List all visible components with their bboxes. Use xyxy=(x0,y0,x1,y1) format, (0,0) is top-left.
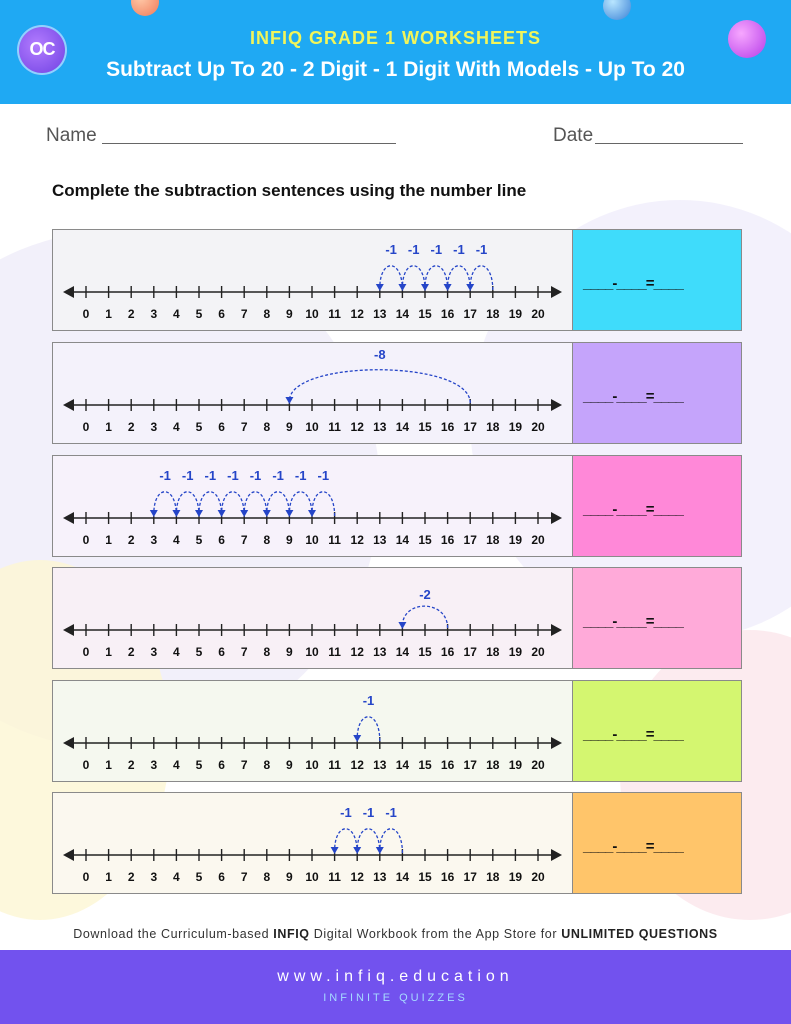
jump-label: -8 xyxy=(374,347,386,362)
hop-label: -1 xyxy=(453,242,465,257)
download-strong: UNLIMITED QUESTIONS xyxy=(561,927,718,941)
tick-label: 17 xyxy=(463,758,477,772)
tick-label: 0 xyxy=(82,758,90,772)
tick-label: 5 xyxy=(195,645,203,659)
tick-label: 8 xyxy=(263,420,271,434)
footer-banner xyxy=(0,950,791,1024)
hop-arc xyxy=(425,266,448,290)
tick-label: 14 xyxy=(395,533,410,547)
tick-label: 4 xyxy=(173,758,180,772)
number-line-box xyxy=(52,680,573,782)
tick-label: 6 xyxy=(218,420,225,434)
hop-arrowhead xyxy=(331,847,339,854)
tick-label: 12 xyxy=(350,533,364,547)
number-line xyxy=(53,681,572,781)
tick-label: 16 xyxy=(440,307,455,321)
tick-label: 14 xyxy=(395,307,410,321)
hop-label: -1 xyxy=(362,805,375,820)
worksheet-title: Subtract Up To 20 - 2 Digit - 1 Digit With Models - Up To 20 xyxy=(106,58,685,81)
tick-label: 19 xyxy=(508,645,523,659)
hop-label: -1 xyxy=(204,468,217,483)
jump-arrowhead xyxy=(398,622,406,629)
date-line[interactable] xyxy=(595,143,743,144)
tick-label: 17 xyxy=(463,645,477,659)
tick-label: 20 xyxy=(531,533,545,547)
tick-label: 18 xyxy=(486,870,500,884)
tick-label: 12 xyxy=(350,645,364,659)
tick-label: 6 xyxy=(218,758,225,772)
tick-label: 12 xyxy=(350,307,364,321)
tick-label: 18 xyxy=(486,307,500,321)
tick-label: 0 xyxy=(82,533,90,547)
download-pre: Download the Curriculum-based xyxy=(73,927,274,941)
tick-label: 15 xyxy=(418,870,432,884)
tick-label: 18 xyxy=(486,758,500,772)
axis-arrow-right xyxy=(551,399,562,411)
tick-label: 6 xyxy=(218,645,225,659)
tick-label: 5 xyxy=(195,870,203,884)
hop-arrowhead xyxy=(150,510,158,517)
hop-label: -1 xyxy=(272,468,284,483)
tick-label: 4 xyxy=(173,420,180,434)
tick-label: 3 xyxy=(150,645,158,659)
tick-label: 6 xyxy=(218,870,225,884)
hop-arc xyxy=(154,492,177,516)
answer-box[interactable] xyxy=(572,792,742,894)
tick-label: 14 xyxy=(395,645,410,659)
tick-label: 9 xyxy=(286,533,293,547)
axis-arrow-right xyxy=(551,624,562,636)
tick-label: 7 xyxy=(240,645,248,659)
tick-label: 9 xyxy=(286,870,293,884)
tick-label: 4 xyxy=(173,307,180,321)
tick-label: 20 xyxy=(531,758,545,772)
hop-label: -1 xyxy=(181,468,194,483)
tick-label: 1 xyxy=(105,307,112,321)
tick-label: 5 xyxy=(195,307,203,321)
tick-label: 12 xyxy=(350,870,364,884)
download-promo xyxy=(0,927,791,941)
hop-arc xyxy=(176,492,199,516)
tick-label: 11 xyxy=(328,420,341,434)
tick-label: 2 xyxy=(127,307,135,321)
tick-label: 3 xyxy=(150,533,158,547)
tick-label: 19 xyxy=(508,870,523,884)
hop-arc xyxy=(335,829,358,853)
tick-label: 16 xyxy=(440,870,455,884)
hop-label: -1 xyxy=(340,805,352,820)
tick-label: 1 xyxy=(105,645,112,659)
website-url[interactable]: www.infiq.education xyxy=(277,968,514,985)
tick-label: 13 xyxy=(373,533,387,547)
number-line xyxy=(53,230,572,330)
tick-label: 12 xyxy=(350,758,364,772)
axis-arrow-left xyxy=(63,286,74,298)
tick-label: 16 xyxy=(440,533,455,547)
tick-label: 19 xyxy=(508,533,523,547)
tick-label: 1 xyxy=(105,533,112,547)
axis-arrow-left xyxy=(63,399,74,411)
tick-label: 13 xyxy=(373,307,387,321)
hop-arrowhead xyxy=(353,735,361,742)
download-mid: Digital Workbook from the App Store for xyxy=(309,927,562,941)
number-line-box xyxy=(52,792,573,894)
hop-arc xyxy=(289,492,312,516)
jump-arrowhead xyxy=(285,397,293,404)
number-line-box xyxy=(52,229,573,331)
tick-label: 15 xyxy=(418,307,432,321)
tick-label: 10 xyxy=(305,533,319,547)
name-line[interactable] xyxy=(102,143,396,144)
tick-label: 0 xyxy=(82,870,90,884)
tick-label: 19 xyxy=(508,420,523,434)
tick-label: 9 xyxy=(286,420,293,434)
hop-label: -1 xyxy=(227,468,239,483)
tick-label: 3 xyxy=(150,870,158,884)
answer-blanks[interactable]: ____-____=____ xyxy=(583,726,683,743)
tick-label: 15 xyxy=(418,420,432,434)
hop-label: -1 xyxy=(475,242,488,257)
decorative-ball xyxy=(603,0,631,20)
tick-label: 13 xyxy=(373,870,387,884)
number-line xyxy=(53,568,572,668)
axis-arrow-right xyxy=(551,737,562,749)
number-line-box xyxy=(52,342,573,444)
tick-label: 15 xyxy=(418,533,432,547)
hop-arc xyxy=(244,492,267,516)
tick-label: 13 xyxy=(373,420,387,434)
tick-label: 10 xyxy=(305,870,319,884)
jump-label: -2 xyxy=(419,587,431,603)
axis-arrow-right xyxy=(551,512,562,524)
answer-blanks[interactable]: ____-____=____ xyxy=(583,613,683,630)
tick-label: 3 xyxy=(150,420,158,434)
tick-label: 18 xyxy=(486,420,500,434)
tick-label: 14 xyxy=(395,420,410,434)
tick-label: 14 xyxy=(395,758,410,772)
tick-label: 9 xyxy=(286,645,293,659)
hop-label: -1 xyxy=(249,468,262,483)
number-line-box xyxy=(52,567,573,669)
number-line xyxy=(53,343,572,443)
axis-arrow-left xyxy=(63,737,74,749)
hop-label: -1 xyxy=(159,468,171,483)
problem-row xyxy=(52,455,741,557)
tick-label: 10 xyxy=(305,758,319,772)
tick-label: 11 xyxy=(328,645,341,659)
problem-row xyxy=(52,680,741,782)
number-line xyxy=(53,456,572,556)
jump-arc xyxy=(289,370,470,403)
tick-label: 11 xyxy=(328,533,341,547)
axis-arrow-right xyxy=(551,286,562,298)
hop-arc xyxy=(312,492,335,516)
tick-label: 1 xyxy=(105,758,112,772)
tick-label: 13 xyxy=(373,758,387,772)
tick-label: 8 xyxy=(263,758,271,772)
tick-label: 0 xyxy=(82,307,90,321)
tagline: INFINITE QUIZZES xyxy=(323,992,468,1004)
hop-arc xyxy=(402,266,425,290)
tick-label: 11 xyxy=(328,307,341,321)
tick-label: 8 xyxy=(263,645,271,659)
tick-label: 8 xyxy=(263,307,271,321)
tick-label: 2 xyxy=(127,645,135,659)
instruction-text: Complete the subtraction sentences using the number line xyxy=(52,181,527,200)
tick-label: 17 xyxy=(463,870,477,884)
answer-blanks[interactable]: ____-____=____ xyxy=(583,388,683,405)
tick-label: 18 xyxy=(486,533,500,547)
hop-arc xyxy=(199,492,222,516)
tick-label: 12 xyxy=(350,420,364,434)
tick-label: 20 xyxy=(531,870,545,884)
tick-label: 4 xyxy=(173,645,180,659)
tick-label: 16 xyxy=(440,645,455,659)
tick-label: 8 xyxy=(263,870,271,884)
logo-text: OC xyxy=(29,39,55,59)
tick-label: 3 xyxy=(150,307,158,321)
tick-label: 4 xyxy=(173,533,180,547)
tick-label: 1 xyxy=(105,870,112,884)
tick-label: 2 xyxy=(127,870,135,884)
answer-box[interactable] xyxy=(572,455,742,557)
tick-label: 10 xyxy=(305,645,319,659)
hop-label: -1 xyxy=(385,242,397,257)
tick-label: 14 xyxy=(395,870,410,884)
tick-label: 11 xyxy=(328,758,341,772)
axis-arrow-left xyxy=(63,624,74,636)
axis-arrow-right xyxy=(551,849,562,861)
hop-label: -1 xyxy=(317,468,330,483)
tick-label: 7 xyxy=(240,420,248,434)
tick-label: 5 xyxy=(195,758,203,772)
tick-label: 15 xyxy=(418,758,432,772)
problem-row xyxy=(52,229,741,331)
hop-arc xyxy=(222,492,245,516)
hop-arc xyxy=(357,717,380,741)
date-label: Date xyxy=(553,125,594,146)
answer-blanks[interactable]: ____-____=____ xyxy=(583,275,683,292)
tick-label: 7 xyxy=(240,870,248,884)
hop-label: -1 xyxy=(294,468,307,483)
hop-label: -1 xyxy=(430,242,443,257)
tick-label: 6 xyxy=(218,307,225,321)
tick-label: 10 xyxy=(305,420,319,434)
tick-label: 7 xyxy=(240,307,248,321)
axis-arrow-left xyxy=(63,512,74,524)
tick-label: 0 xyxy=(82,420,90,434)
decorative-ball xyxy=(131,0,159,16)
answer-blanks[interactable]: ____-____=____ xyxy=(583,838,683,855)
header-banner xyxy=(0,0,791,104)
tick-label: 20 xyxy=(531,645,545,659)
tick-label: 8 xyxy=(263,533,271,547)
tick-label: 9 xyxy=(286,758,293,772)
tick-label: 10 xyxy=(305,307,319,321)
answer-box[interactable] xyxy=(572,342,742,444)
brand-heading: INFIQ GRADE 1 WORKSHEETS xyxy=(249,28,542,48)
answer-blanks[interactable]: ____-____=____ xyxy=(583,501,683,518)
tick-label: 1 xyxy=(105,420,112,434)
tick-label: 3 xyxy=(150,758,158,772)
download-brand: INFIQ xyxy=(273,927,310,941)
hop-arc xyxy=(357,829,380,853)
tick-label: 19 xyxy=(508,758,523,772)
tick-label: 20 xyxy=(531,307,545,321)
hop-arc xyxy=(380,829,403,853)
tick-label: 11 xyxy=(328,870,341,884)
tick-label: 18 xyxy=(486,645,500,659)
tick-label: 17 xyxy=(463,420,477,434)
hop-label: -1 xyxy=(407,242,420,257)
tick-label: 0 xyxy=(82,645,90,659)
name-label: Name xyxy=(46,125,97,146)
number-line xyxy=(53,793,572,893)
hop-arc xyxy=(267,492,290,516)
tick-label: 2 xyxy=(127,758,135,772)
tick-label: 17 xyxy=(463,307,477,321)
answer-box[interactable] xyxy=(572,229,742,331)
problem-row xyxy=(52,792,741,894)
problem-row xyxy=(52,342,741,444)
tick-label: 5 xyxy=(195,420,203,434)
hop-arc xyxy=(380,266,403,290)
problem-row xyxy=(52,567,741,669)
hop-label: -1 xyxy=(362,693,375,708)
tick-label: 15 xyxy=(418,645,432,659)
tick-label: 7 xyxy=(240,533,248,547)
tick-label: 9 xyxy=(286,307,293,321)
tick-label: 20 xyxy=(531,420,545,434)
tick-label: 13 xyxy=(373,645,387,659)
number-line-box xyxy=(52,455,573,557)
tick-label: 16 xyxy=(440,758,455,772)
tick-label: 4 xyxy=(173,870,180,884)
hop-label: -1 xyxy=(385,805,397,820)
tick-label: 7 xyxy=(240,758,248,772)
tick-label: 2 xyxy=(127,533,135,547)
tick-label: 19 xyxy=(508,307,523,321)
hop-arc xyxy=(470,266,493,290)
answer-box[interactable] xyxy=(572,567,742,669)
tick-label: 2 xyxy=(127,420,135,434)
tick-label: 17 xyxy=(463,533,477,547)
answer-box[interactable] xyxy=(572,680,742,782)
hop-arrowhead xyxy=(376,284,384,291)
axis-arrow-left xyxy=(63,849,74,861)
tick-label: 5 xyxy=(195,533,203,547)
tick-label: 16 xyxy=(440,420,455,434)
tick-label: 6 xyxy=(218,533,225,547)
hop-arc xyxy=(448,266,471,290)
